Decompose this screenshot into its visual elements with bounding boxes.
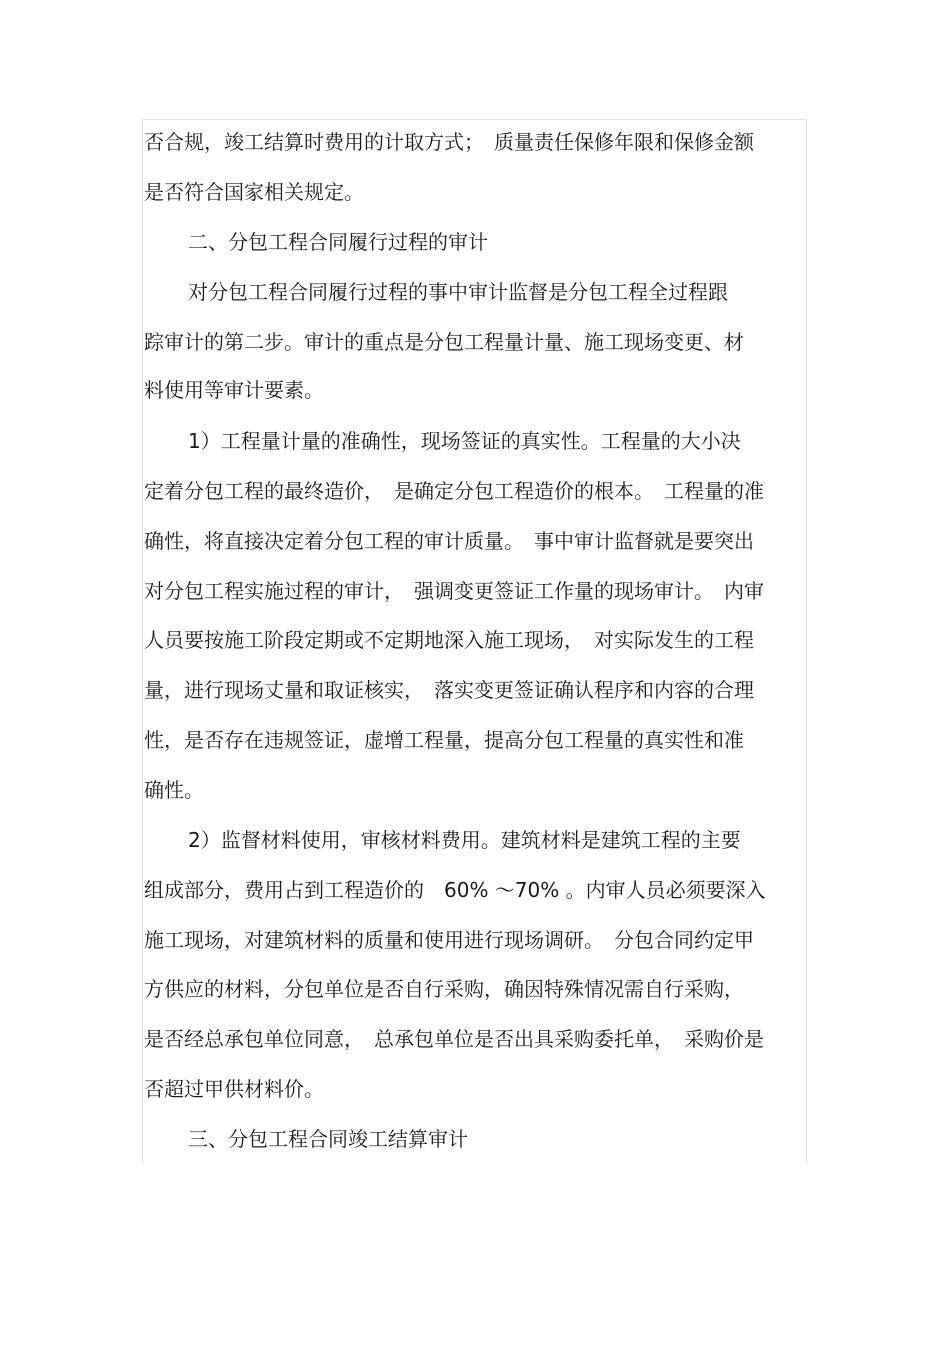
text-line: 踪审计的第二步。审计的重点是分包工程量计量、施工现场变更、材 xyxy=(144,330,744,354)
text-line: 施工现场，对建筑材料的质量和使用进行现场调研。 分包合同约定甲 xyxy=(144,928,754,952)
text-line: 人员要按施工阶段定期或不定期地深入施工现场， 对实际发生的工程 xyxy=(144,628,754,652)
text-line: 方供应的材料，分包单位是否自行采购，确因特殊情况需自行采购， xyxy=(144,977,744,1001)
text-line: 2）监督材料使用，审核材料费用。建筑材料是建筑工程的主要 xyxy=(188,828,741,852)
text-line: 性，是否存在违规签证，虚增工程量，提高分包工程量的真实性和准 xyxy=(144,728,744,752)
section-heading: 二、分包工程合同履行过程的审计 xyxy=(188,230,488,254)
text-line: 确性，将直接决定着分包工程的审计质量。 事中审计监督就是要突出 xyxy=(144,529,754,553)
text-line: 料使用等审计要素。 xyxy=(144,378,324,402)
text-line: 定着分包工程的最终造价， 是确定分包工程造价的根本。 工程量的准 xyxy=(144,479,764,503)
section-heading: 三、分包工程合同竣工结算审计 xyxy=(188,1127,468,1151)
text-line: 否超过甲供材料价。 xyxy=(144,1077,324,1101)
text-line: 对分包工程合同履行过程的事中审计监督是分包工程全过程跟 xyxy=(188,280,728,304)
text-line: 量，进行现场丈量和取证核实， 落实变更签证确认程序和内容的合理 xyxy=(144,678,754,702)
text-line: 组成部分，费用占到工程造价的 60% ～70% 。内审人员必须要深入 xyxy=(144,878,766,902)
text-line: 1）工程量计量的准确性，现场签证的真实性。工程量的大小决 xyxy=(188,429,741,453)
text-line: 对分包工程实施过程的审计， 强调变更签证工作量的现场审计。 内审 xyxy=(144,579,764,603)
text-line: 是否经总承包单位同意， 总承包单位是否出具采购委托单， 采购价是 xyxy=(144,1027,764,1051)
text-line: 确性。 xyxy=(144,778,204,802)
text-line: 否合规，竣工结算时费用的计取方式； 质量责任保修年限和保修金额 xyxy=(144,130,754,154)
text-line: 是否符合国家相关规定。 xyxy=(144,180,364,204)
